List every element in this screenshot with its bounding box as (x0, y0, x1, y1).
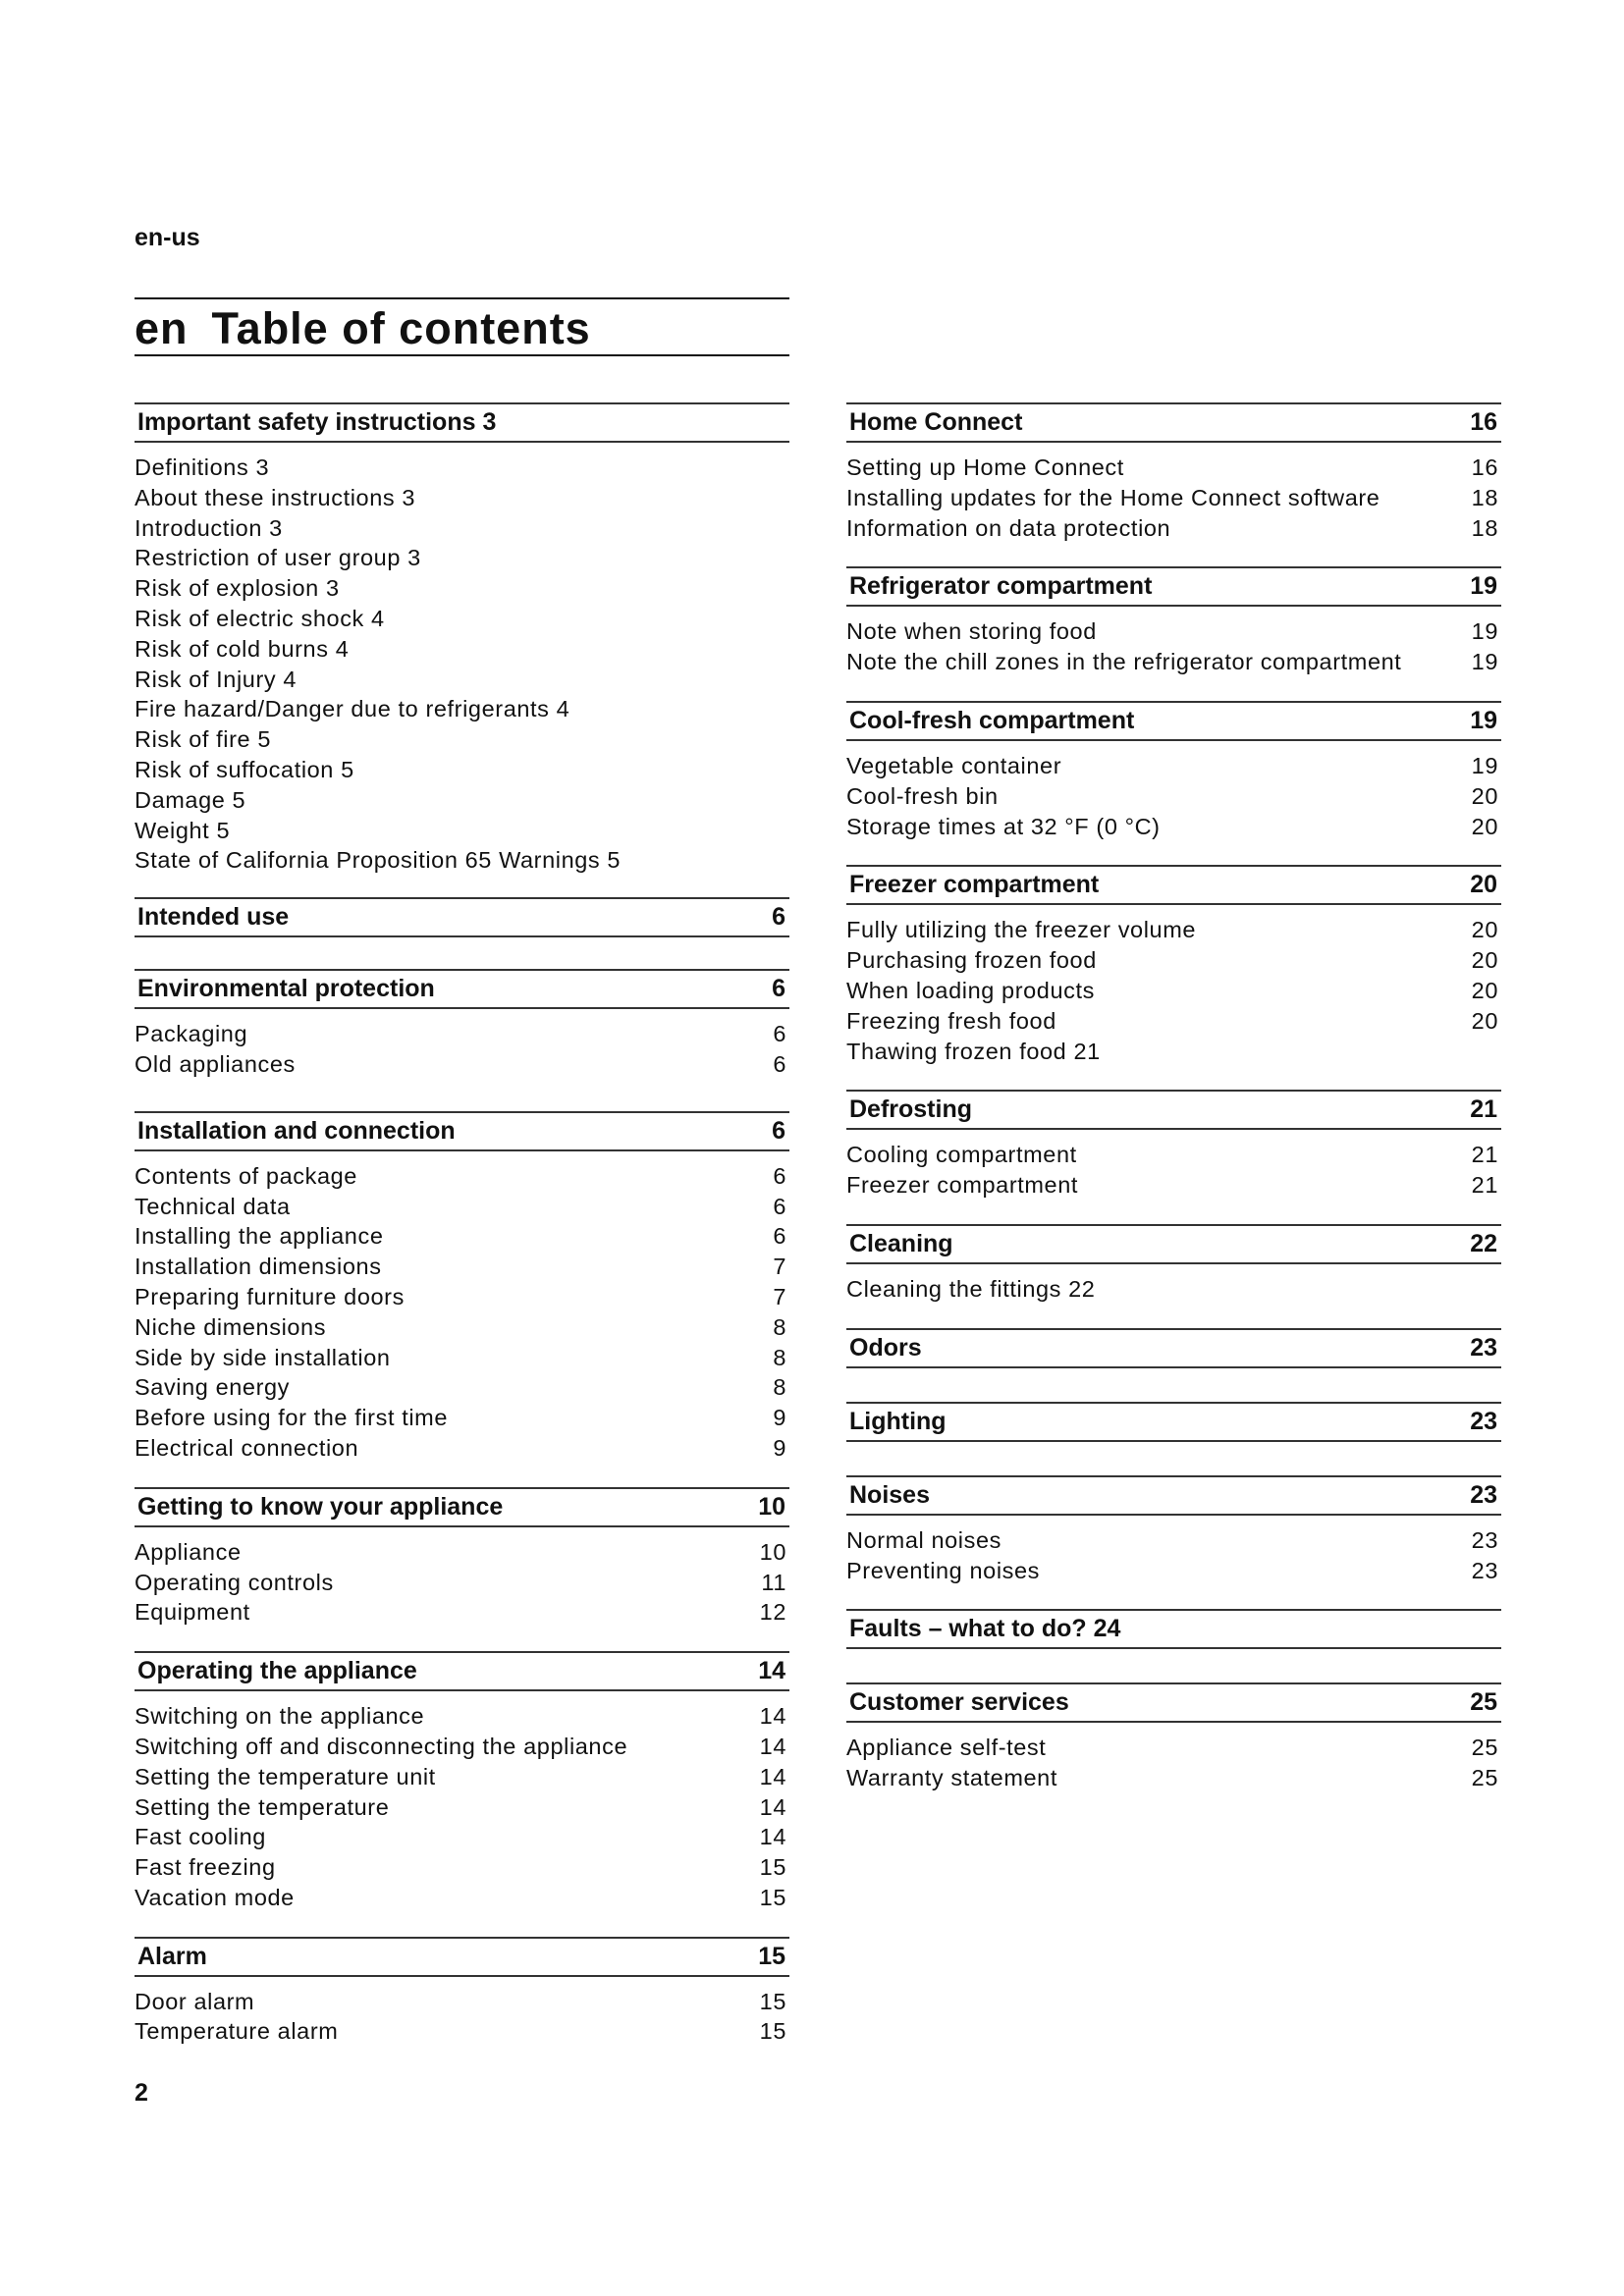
toc-entry[interactable] (135, 453, 789, 483)
toc-entry-page: 18 (1471, 514, 1498, 541)
toc-entry-page: 23 (1471, 1526, 1498, 1553)
toc-entry-page: 23 (1471, 1557, 1498, 1583)
toc-entry-label: Fast freezing (135, 1854, 276, 1881)
toc-section-heading[interactable] (846, 1609, 1501, 1649)
toc-section-title: Defrosting (849, 1095, 972, 1124)
toc-section (846, 1224, 1501, 1305)
toc-entry-page: 20 (1471, 782, 1498, 809)
toc-entry[interactable] (135, 694, 789, 724)
toc-entry[interactable] (846, 751, 1501, 781)
toc-left-column (135, 402, 789, 2070)
toc-entry-page: 25 (1471, 1735, 1498, 1761)
toc-entry[interactable] (135, 816, 789, 846)
toc-entry-page: 8 (773, 1344, 786, 1370)
toc-entry-label: Appliance self-test (846, 1735, 1047, 1761)
toc-entry-label: Temperature alarm (135, 2018, 339, 2045)
toc-section-heading[interactable] (846, 402, 1501, 443)
toc-section-heading[interactable] (846, 1328, 1501, 1368)
toc-section (846, 1090, 1501, 1201)
toc-section-page: 6 (772, 975, 785, 1003)
toc-entry-label: Switching on the appliance (135, 1703, 425, 1730)
toc-section-page: 15 (758, 1942, 785, 1970)
toc-entry[interactable] (846, 513, 1501, 544)
toc-section-title: Customer services (849, 1688, 1069, 1717)
toc-entry[interactable] (846, 812, 1501, 842)
toc-section-heading[interactable] (135, 969, 789, 1009)
toc-entry-label: Preventing noises (846, 1557, 1041, 1583)
toc-entry[interactable] (135, 1312, 789, 1343)
toc-section-heading[interactable] (846, 865, 1501, 905)
toc-entry[interactable] (135, 1192, 789, 1222)
toc-entry-page: 19 (1471, 618, 1498, 645)
toc-entry-label: Vacation mode (135, 1884, 295, 1910)
toc-entry-page: 16 (1471, 454, 1498, 480)
toc-entry-page: 20 (1471, 917, 1498, 943)
toc-section-heading[interactable] (135, 1651, 789, 1691)
toc-entry[interactable] (846, 945, 1501, 976)
toc-entry-page: 6 (773, 1021, 786, 1047)
toc-section (135, 1651, 789, 1913)
toc-section-title: Cleaning (849, 1229, 953, 1257)
toc-section (135, 897, 789, 937)
toc-entry[interactable] (846, 1525, 1501, 1556)
toc-entry[interactable] (135, 1019, 789, 1049)
toc-entry-label: Setting the temperature (135, 1793, 390, 1820)
toc-entry-label: Normal noises (846, 1526, 1001, 1553)
toc-entry-page: 21 (1471, 1142, 1498, 1168)
toc-section (135, 1111, 789, 1464)
toc-section-heading[interactable] (846, 701, 1501, 741)
toc-entry-label: When loading products (846, 977, 1095, 1003)
toc-entry[interactable] (846, 453, 1501, 483)
toc-entry-label: Weight 5 (135, 817, 231, 843)
toc-entry-label: Note the chill zones in the refrigerator compartment (846, 649, 1402, 675)
toc-entry[interactable] (135, 845, 789, 876)
toc-section-title: Odors (849, 1333, 922, 1362)
toc-section-page: 25 (1470, 1688, 1497, 1717)
toc-entry[interactable] (846, 1556, 1501, 1586)
toc-entry[interactable] (135, 573, 789, 604)
toc-entry-label: Introduction 3 (135, 514, 283, 541)
toc-entry-page: 6 (773, 1193, 786, 1219)
toc-section-page: 16 (1470, 408, 1497, 436)
toc-entry-label: Old appliances (135, 1050, 296, 1077)
toc-entry[interactable] (135, 1161, 789, 1192)
toc-entry-label: Niche dimensions (135, 1313, 327, 1340)
toc-entry-label: Fire hazard/Danger due to refrigerants 4 (135, 696, 570, 722)
toc-section-heading[interactable] (846, 1402, 1501, 1442)
toc-section-title: Alarm (137, 1942, 207, 1970)
toc-entry-label: Installing the appliance (135, 1223, 384, 1250)
toc-entry[interactable] (135, 1433, 789, 1464)
toc-entry[interactable] (135, 755, 789, 785)
toc-section-title: Home Connect (849, 408, 1023, 436)
toc-entry-label: Fast cooling (135, 1824, 266, 1850)
toc-entry-page: 14 (759, 1793, 786, 1820)
toc-entry[interactable] (135, 1883, 789, 1913)
toc-entry[interactable] (135, 1852, 789, 1883)
toc-entry-label: Installation dimensions (135, 1254, 382, 1280)
toc-right-column (846, 402, 1501, 1817)
toc-entry-label: Risk of suffocation 5 (135, 756, 354, 782)
toc-entry[interactable] (135, 2016, 789, 2047)
toc-entry-page: 8 (773, 1313, 786, 1340)
toc-entry-label: About these instructions 3 (135, 484, 416, 510)
toc-entry[interactable] (135, 1252, 789, 1282)
toc-entry[interactable] (135, 1372, 789, 1403)
toc-entry-page: 9 (773, 1434, 786, 1461)
toc-entry[interactable] (135, 1762, 789, 1792)
toc-section (846, 1682, 1501, 1793)
toc-entry-label: Storage times at 32 °F (0 °C) (846, 813, 1161, 839)
toc-entry-label: Risk of explosion 3 (135, 575, 340, 602)
toc-entry-page: 19 (1471, 752, 1498, 778)
toc-entry[interactable] (135, 724, 789, 755)
toc-entry-label: Cleaning the fittings 22 (846, 1275, 1096, 1302)
toc-entry-label: Warranty statement (846, 1765, 1057, 1791)
toc-entry-label: Vegetable container (846, 752, 1062, 778)
toc-entry-label: Setting up Home Connect (846, 454, 1124, 480)
toc-entry[interactable] (135, 665, 789, 695)
toc-entry[interactable] (846, 483, 1501, 513)
toc-section-page: 22 (1470, 1229, 1497, 1257)
page-title (135, 303, 615, 354)
toc-entry[interactable] (846, 1006, 1501, 1037)
toc-section (846, 701, 1501, 841)
toc-entry-label: Technical data (135, 1193, 291, 1219)
toc-entry[interactable] (846, 647, 1501, 677)
toc-entry-label: Cooling compartment (846, 1142, 1077, 1168)
toc-section-heading[interactable] (135, 1937, 789, 1977)
toc-entry-page: 20 (1471, 813, 1498, 839)
toc-entry-label: Definitions 3 (135, 454, 270, 480)
toc-section-page: 20 (1470, 871, 1497, 899)
toc-section-title: Important safety instructions 3 (137, 408, 497, 436)
toc-entry[interactable] (135, 1732, 789, 1762)
toc-section (846, 1609, 1501, 1649)
toc-section (846, 402, 1501, 543)
toc-section-page: 23 (1470, 1333, 1497, 1362)
toc-entry[interactable] (135, 1597, 789, 1628)
toc-entry[interactable] (135, 1221, 789, 1252)
toc-entry[interactable] (135, 634, 789, 665)
toc-entry-label: Freezing fresh food (846, 1007, 1056, 1034)
toc-section-title: Noises (849, 1480, 930, 1509)
language-code: en-us (135, 224, 200, 251)
toc-section (135, 1937, 789, 2048)
toc-entry[interactable] (846, 1037, 1501, 1067)
toc-section-page: 6 (772, 903, 785, 932)
title-text: Table of contents (211, 303, 591, 353)
toc-entry-label: Risk of fire 5 (135, 726, 271, 753)
toc-entry-page: 21 (1471, 1172, 1498, 1199)
toc-section-title: Faults – what to do? 24 (849, 1615, 1121, 1643)
toc-entry-page: 14 (759, 1733, 786, 1759)
toc-section (135, 969, 789, 1080)
toc-section-page: 19 (1470, 572, 1497, 601)
toc-entry-page: 19 (1471, 649, 1498, 675)
toc-section-title: Freezer compartment (849, 871, 1100, 899)
toc-entry-label: Thawing frozen food 21 (846, 1038, 1101, 1064)
toc-entry-label: State of California Proposition 65 Warnings 5 (135, 847, 622, 874)
toc-entry-page: 15 (759, 1854, 786, 1881)
toc-section-heading[interactable] (846, 1682, 1501, 1723)
toc-entry-label: Side by side installation (135, 1344, 391, 1370)
toc-entry-page: 8 (773, 1374, 786, 1401)
toc-entry[interactable] (135, 1822, 789, 1852)
toc-entry[interactable] (135, 1403, 789, 1433)
page-title-block (135, 297, 789, 356)
toc-entry-label: Information on data protection (846, 514, 1171, 541)
toc-entry[interactable] (135, 1568, 789, 1598)
toc-entry-page: 15 (759, 2018, 786, 2045)
toc-entry-page: 25 (1471, 1765, 1498, 1791)
toc-entry[interactable] (846, 781, 1501, 812)
toc-entry-label: Installing updates for the Home Connect software (846, 484, 1380, 510)
toc-section (846, 865, 1501, 1066)
toc-section-heading[interactable] (846, 1224, 1501, 1264)
toc-entry[interactable] (846, 1140, 1501, 1170)
toc-entry-label: Electrical connection (135, 1434, 359, 1461)
toc-entry[interactable] (846, 1274, 1501, 1305)
toc-entry-page: 6 (773, 1223, 786, 1250)
toc-section-page: 23 (1470, 1407, 1497, 1435)
toc-section-title: Lighting (849, 1407, 947, 1435)
toc-entry-page: 10 (759, 1538, 786, 1565)
toc-entry-label: Contents of package (135, 1162, 357, 1189)
toc-section-title: Intended use (137, 903, 290, 932)
toc-entry[interactable] (135, 513, 789, 544)
toc-entry-page: 6 (773, 1162, 786, 1189)
toc-entry-page: 20 (1471, 977, 1498, 1003)
toc-section-heading[interactable] (135, 1487, 789, 1527)
title-prefix: en (135, 303, 189, 353)
toc-entry-label: Before using for the first time (135, 1405, 449, 1431)
toc-entry[interactable] (846, 1763, 1501, 1793)
toc-entry-page: 12 (759, 1599, 786, 1626)
toc-entry-label: Fully utilizing the freezer volume (846, 917, 1197, 943)
toc-entry-page: 9 (773, 1405, 786, 1431)
toc-section-page: 6 (772, 1116, 785, 1145)
toc-entry-label: Switching off and disconnecting the appliance (135, 1733, 628, 1759)
toc-entry[interactable] (135, 543, 789, 573)
toc-entry-label: Risk of electric shock 4 (135, 605, 385, 631)
toc-entry[interactable] (846, 616, 1501, 647)
toc-section-title: Getting to know your appliance (137, 1492, 504, 1521)
toc-entry-label: Preparing furniture doors (135, 1283, 405, 1309)
toc-entry-page: 14 (759, 1824, 786, 1850)
toc-entry[interactable] (846, 1733, 1501, 1763)
toc-section-page: 19 (1470, 706, 1497, 734)
toc-entry[interactable] (135, 1537, 789, 1568)
toc-section-heading[interactable] (846, 566, 1501, 607)
toc-entry[interactable] (135, 1792, 789, 1823)
toc-section (135, 1487, 789, 1628)
toc-section-title: Cool-fresh compartment (849, 706, 1135, 734)
toc-entry-page: 15 (759, 1988, 786, 2014)
toc-entry-label: Restriction of user group 3 (135, 545, 421, 571)
toc-section-heading[interactable] (846, 1090, 1501, 1130)
toc-entry[interactable] (846, 976, 1501, 1006)
toc-entry-label: Saving energy (135, 1374, 291, 1401)
toc-section-heading[interactable] (135, 897, 789, 937)
toc-entry[interactable] (135, 785, 789, 816)
toc-section-page: 21 (1470, 1095, 1497, 1124)
toc-entry-page: 20 (1471, 947, 1498, 974)
toc-entry[interactable] (135, 1987, 789, 2017)
toc-section-heading[interactable] (135, 1111, 789, 1151)
toc-section-title: Environmental protection (137, 975, 435, 1003)
toc-entry-page: 7 (773, 1254, 786, 1280)
toc-entry-label: Freezer compartment (846, 1172, 1079, 1199)
toc-section-title: Refrigerator compartment (849, 572, 1153, 601)
toc-entry-page: 14 (759, 1763, 786, 1789)
toc-section (846, 566, 1501, 677)
toc-entry[interactable] (135, 1701, 789, 1732)
toc-entry-label: Damage 5 (135, 786, 246, 813)
toc-entry-page: 15 (759, 1884, 786, 1910)
toc-entry-page: 6 (773, 1050, 786, 1077)
toc-entry-page: 18 (1471, 484, 1498, 510)
toc-section-title: Installation and connection (137, 1116, 456, 1145)
toc-section (846, 1328, 1501, 1368)
toc-section-heading[interactable] (135, 402, 789, 443)
toc-entry-label: Appliance (135, 1538, 242, 1565)
toc-entry-label: Cool-fresh bin (846, 782, 999, 809)
page-number: 2 (135, 2079, 148, 2107)
toc-entry[interactable] (846, 915, 1501, 945)
toc-entry-label: Purchasing frozen food (846, 947, 1097, 974)
toc-section-page: 10 (758, 1492, 785, 1521)
toc-entry-label: Note when storing food (846, 618, 1097, 645)
toc-entry-label: Setting the temperature unit (135, 1763, 436, 1789)
toc-entry-label: Risk of Injury 4 (135, 666, 298, 692)
toc-section-page: 14 (758, 1657, 785, 1685)
toc-entry-page: 20 (1471, 1007, 1498, 1034)
toc-section-heading[interactable] (846, 1475, 1501, 1516)
toc-section (846, 1475, 1501, 1586)
toc-entry-label: Risk of cold burns 4 (135, 635, 350, 662)
toc-entry-label: Equipment (135, 1599, 250, 1626)
toc-section-page: 23 (1470, 1480, 1497, 1509)
toc-entry[interactable] (135, 483, 789, 513)
toc-section (135, 402, 789, 876)
toc-section-title: Operating the appliance (137, 1657, 417, 1685)
toc-entry-page: 7 (773, 1283, 786, 1309)
toc-entry-label: Door alarm (135, 1988, 255, 2014)
toc-entry-label: Packaging (135, 1021, 248, 1047)
toc-entry[interactable] (135, 604, 789, 634)
toc-entry-page: 11 (761, 1569, 786, 1595)
toc-entry[interactable] (135, 1343, 789, 1373)
toc-entry[interactable] (135, 1282, 789, 1312)
toc-entry[interactable] (135, 1049, 789, 1080)
toc-entry-label: Operating controls (135, 1569, 334, 1595)
toc-entry[interactable] (846, 1170, 1501, 1201)
toc-entry-page: 14 (759, 1703, 786, 1730)
toc-section (846, 1402, 1501, 1442)
